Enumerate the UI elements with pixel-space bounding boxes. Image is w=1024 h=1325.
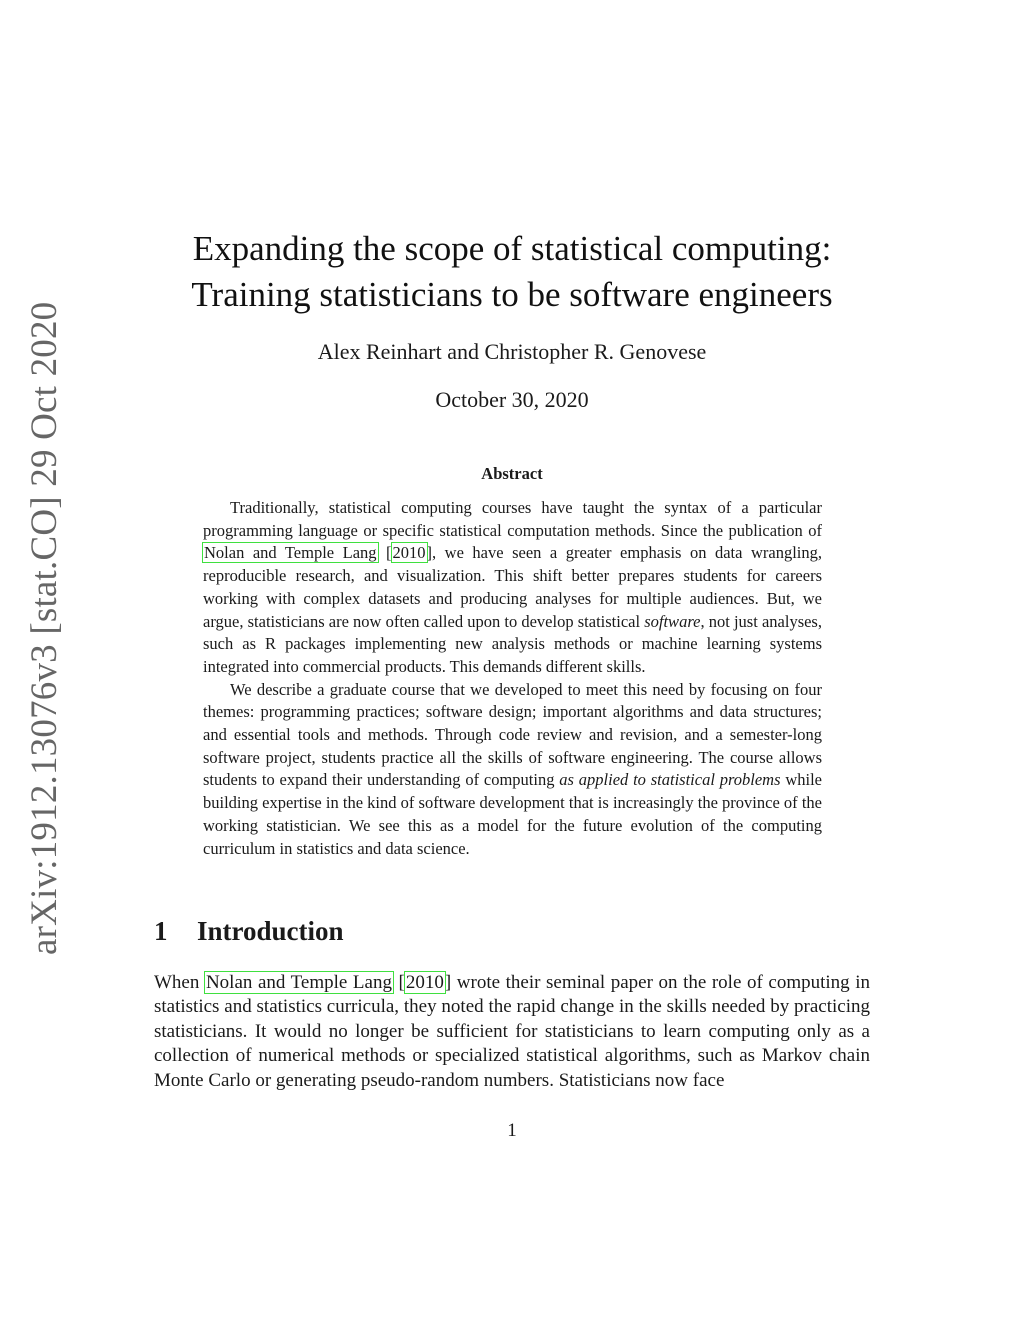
abstract-text: , we have seen a greater emphasis on data wrangling, reproducible research, and visualization. This shift better prepares students for careers working with complex datasets and producing analyses for multiple audiences. But, we argue, statisticians are now often called upon to develop statistical [203,543,822,631]
title-line-1: Expanding the scope of statistical computing: [192,229,832,268]
intro-text: When [154,972,205,993]
section-title: Introduction [197,916,344,946]
paper-title [0,226,1024,318]
abstract-emphasis: as applied to statistical problems [559,770,781,790]
abstract-text: , not just analyses, such as R packages implementing new analysis methods or machine learning systems integrated into commercial products. This demands different skills. [203,611,822,676]
abstract-text: We describe a graduate course that we developed to meet this need by focusing on four themes: programming practices; software design; important algorithms and data structures; and essential tools and methods. Through code review and revision, and a semester-long software project, students practice all the skills of software engineering. The course allows students to expand their understanding of computing [203,679,822,790]
citation-bracket: ] [444,972,452,993]
abstract-body [203,497,822,860]
abstract-heading: Abstract [481,464,543,483]
abstract-paragraph-1 [203,497,822,679]
title-line-2: Training statisticians to be software engineers [191,275,833,314]
section-heading [154,916,344,947]
intro-text: wrote their seminal paper on the role of computing in statistics and statistics curricula, they noted the rapid change in the skills needed by practicing statisticians. It would no longer be sufficient for statisticians to learn computing only as a collection of numerical methods or specialized statistical algorithms, such as Markov chain Monte Carlo or generating pseudo-random numbers. Statisticians now face [154,972,871,1091]
authors: Alex Reinhart and Christopher R. Genovese [317,339,707,364]
citation-link-authors[interactable]: Nolan and Temple Lang [204,543,377,563]
citation-link-year[interactable]: 2010 [392,543,426,563]
intro-paragraph [154,971,870,1093]
arxiv-identifier-stamp: arXiv:1912.13076v3 [stat.CO] 29 Oct 2020 [24,301,65,955]
section-number: 1 [154,916,168,946]
citation-link-year[interactable]: 2010 [405,972,444,993]
citation-link-authors[interactable]: Nolan and Temple Lang [205,972,392,993]
abstract-text: while building expertise in the kind of software development that is increasingly the province of the working statistician. We see this as a model for the future evolution of the computing curriculum in statistics and data science. [203,770,822,858]
citation-bracket: ] [426,543,433,563]
page-number: 1 [507,1120,517,1141]
abstract-emphasis: software [644,611,701,631]
abstract-paragraph-2 [203,679,822,861]
citation-bracket: [ [392,972,405,993]
publication-date: October 30, 2020 [435,387,589,412]
citation-bracket: [ [377,543,392,563]
abstract-text: Traditionally, statistical computing courses have taught the syntax of a particular programming language or specific statistical computation methods. Since the publication of [203,498,822,540]
